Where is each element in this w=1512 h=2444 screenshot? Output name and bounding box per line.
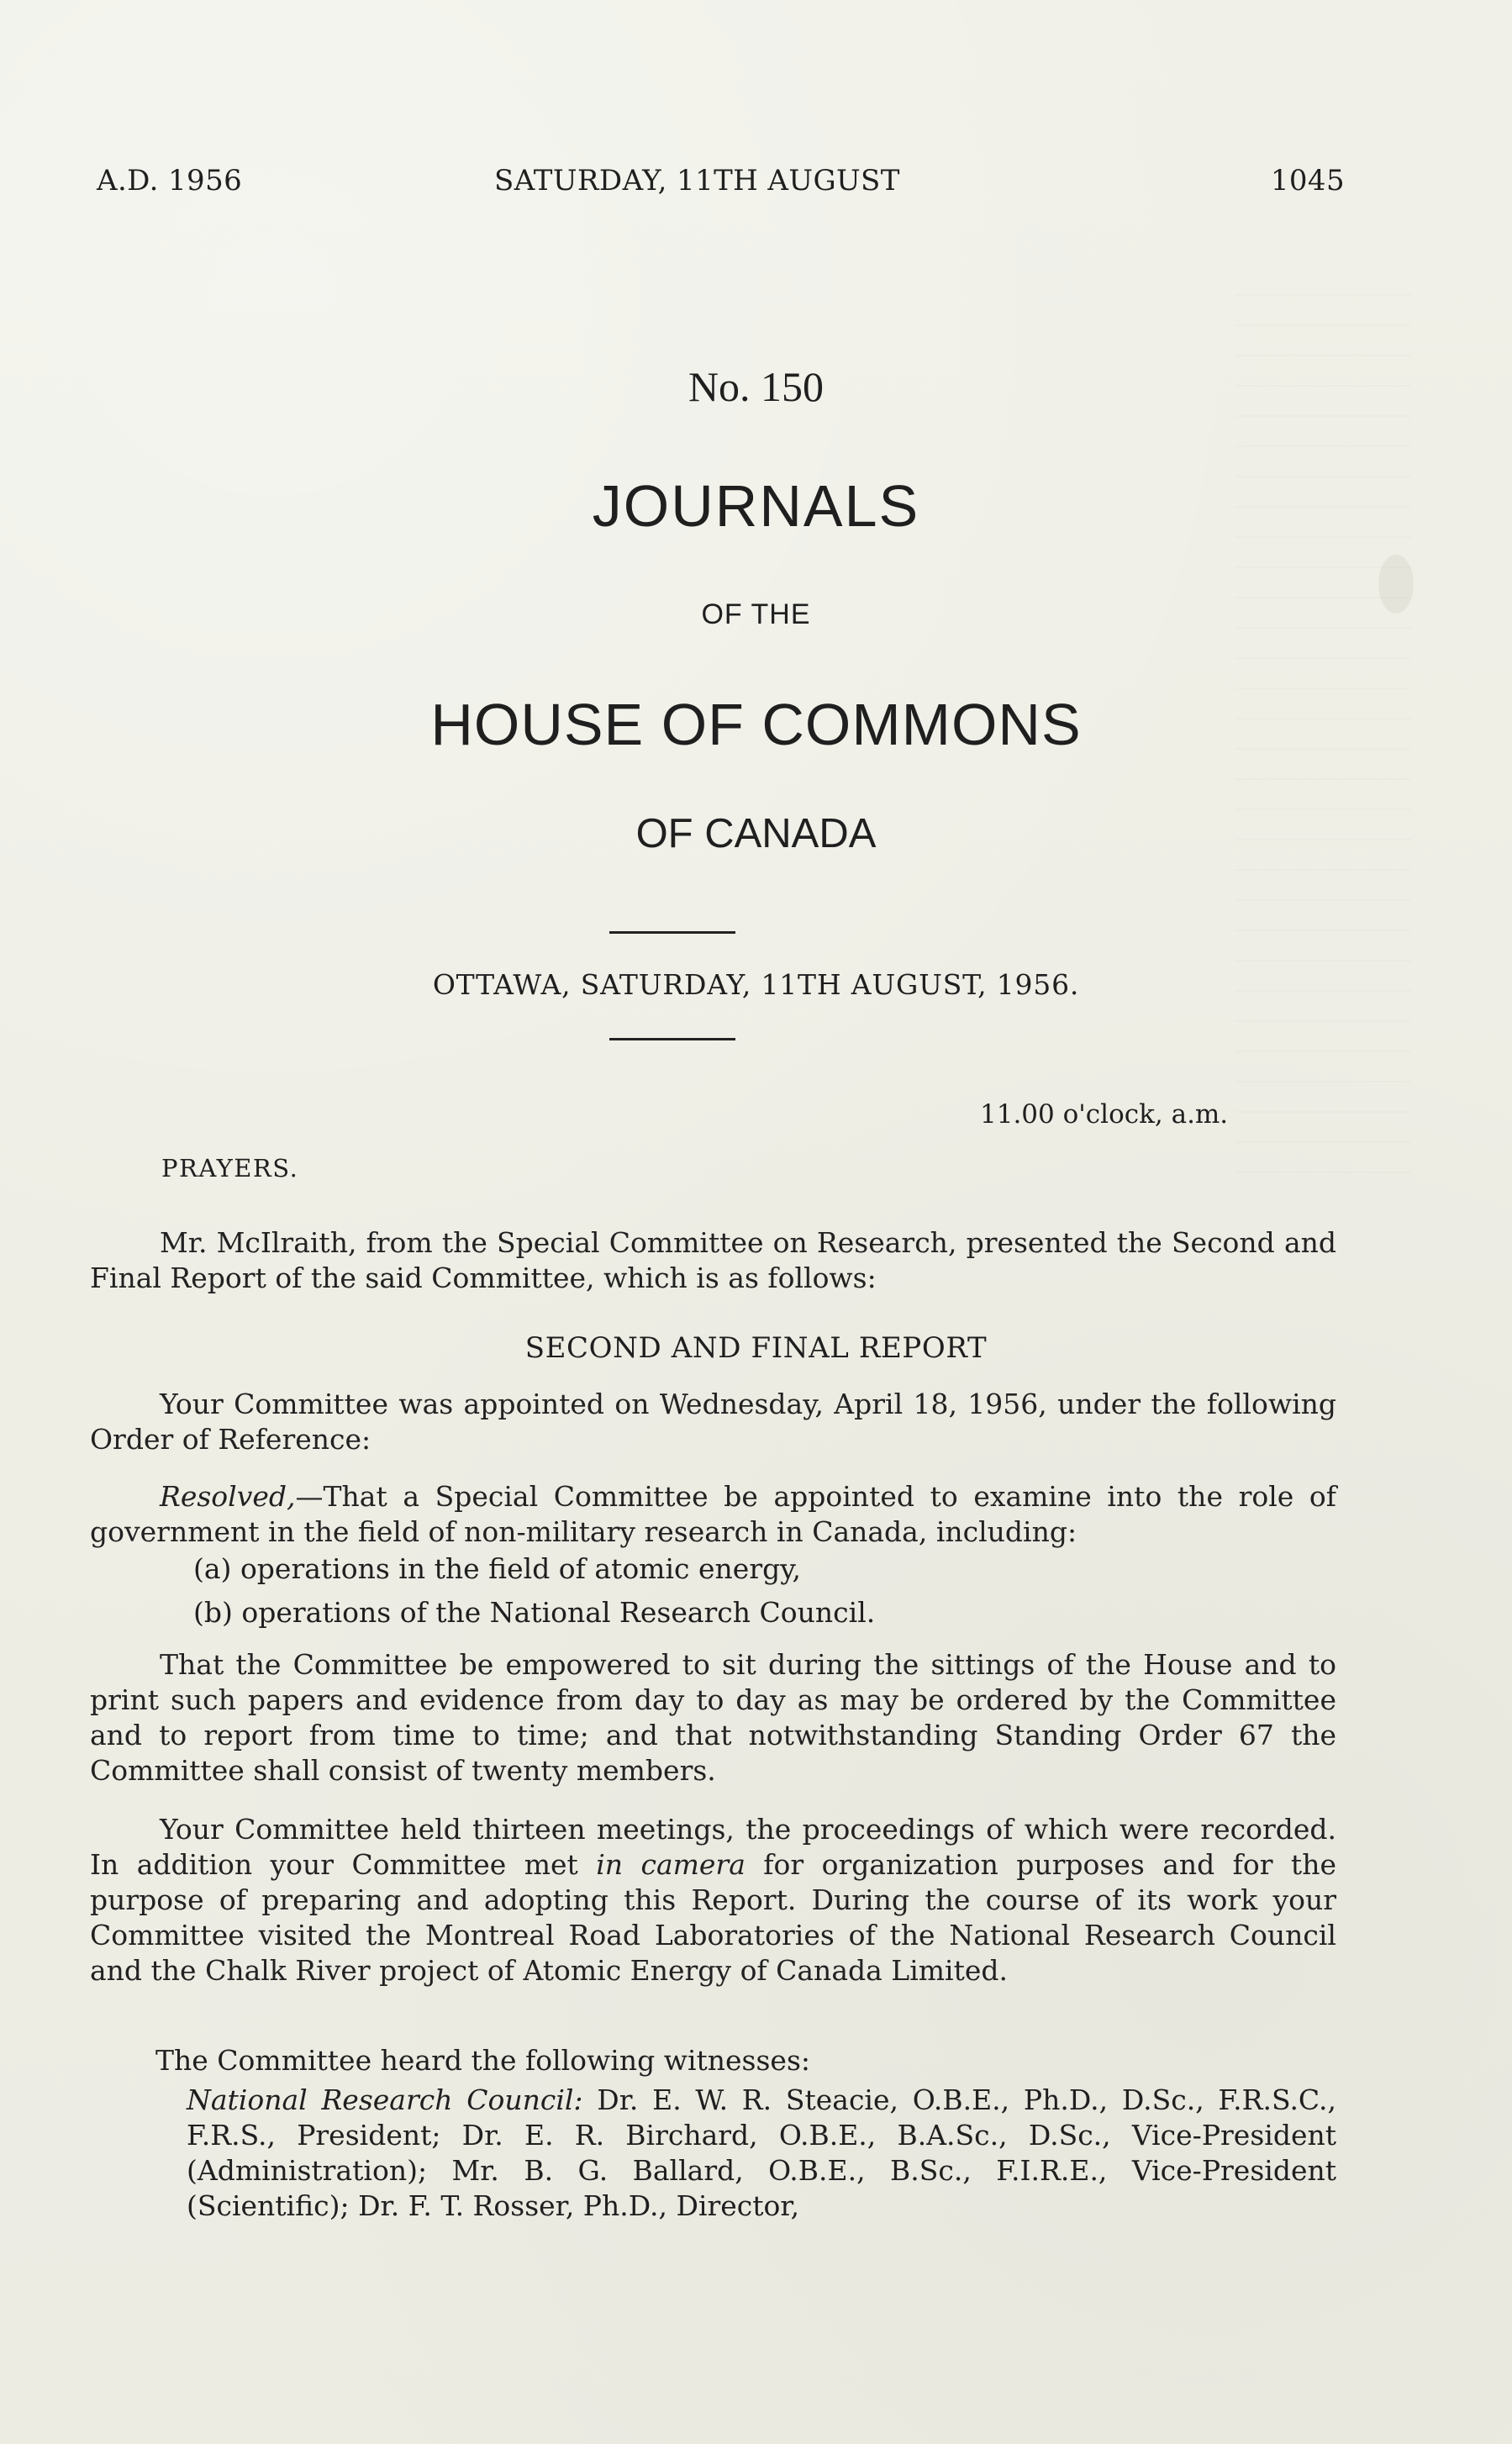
title-divider-bottom: [609, 1038, 735, 1040]
running-head: [97, 164, 1345, 201]
paragraph-resolved: [90, 1479, 1336, 1550]
running-head-date: A.D. 1956: [97, 164, 243, 198]
issue-number: No. 150: [688, 363, 824, 410]
sitting-time: 11.00 o'clock, a.m.: [980, 1099, 1229, 1130]
reference-item-a-text: operations in the field of atomic energy,: [240, 1552, 801, 1585]
witnesses-intro: The Committee heard the following witnesses:: [155, 2044, 811, 2077]
prayers-heading: PRAYERS.: [161, 1154, 299, 1182]
witness-list-text: Dr. E. W. R. Steacie, O.B.E., Ph.D., D.Sc., F.R.S.C., F.R.S., President; Dr. E. R. Birchard, O.B.E., B.A.Sc., D.Sc., Vice-President (Administration); Mr. B. G. Ballard, O.B.E., B.Sc., F.I.R.E., Vice-President (Scientific); Dr. F. T. Rosser, Ph.D., Director,: [187, 2083, 1336, 2222]
title-divider-top: [609, 931, 735, 934]
national-research-council-label: National Research Council:: [187, 2083, 583, 2116]
report-title: SECOND AND FINAL REPORT: [524, 1331, 988, 1365]
resolved-text: —That a Special Committee be appointed to examine into the role of government in the field of non-military research in Canada, including:: [90, 1480, 1336, 1548]
paragraph-report-presentation: Mr. McIlraith, from the Special Committee on Research, presented the Second and Final Report of the said Committee, which is as follows:: [90, 1226, 1336, 1294]
witnesses-paragraph: [187, 2083, 1336, 2224]
reference-item-b-label: (b): [193, 1596, 233, 1629]
house-of-commons-title: HOUSE OF COMMONS: [430, 692, 1082, 757]
journals-title: JOURNALS: [592, 473, 920, 539]
in-camera-text: in camera: [596, 1848, 745, 1881]
of-the-line: OF THE: [701, 598, 811, 630]
reference-item-a: [193, 1551, 801, 1587]
meetings-text-before: Your Committee held thirteen meetings, the proceedings of which were recorded. In addition your Committee met: [90, 1813, 1336, 1881]
reference-item-a-label: (a): [193, 1552, 232, 1585]
dateline: OTTAWA, SATURDAY, 11TH AUGUST, 1956.: [432, 968, 1080, 1001]
of-canada-line: OF CANADA: [635, 811, 877, 856]
reference-item-b: [193, 1595, 875, 1630]
running-head-title: SATURDAY, 11TH AUGUST: [494, 164, 900, 198]
reference-item-b-text: operations of the National Research Council.: [241, 1596, 876, 1629]
page-number: 1045: [1270, 164, 1345, 198]
paragraph-appointment: Your Committee was appointed on Wednesday, April 18, 1956, under the following Order of Reference:: [90, 1388, 1336, 1456]
paragraph-meetings: [90, 1812, 1336, 1988]
paragraph-committee-powers: That the Committee be empowered to sit during the sittings of the House and to print such papers and evidence from day to day as may be ordered by the Committee and to report from time to time; and that notwithstanding Standing Order 67 the Committee shall consist of twenty members.: [90, 1648, 1336, 1787]
resolved-label: Resolved,: [160, 1480, 296, 1513]
meetings-text-after: for organization purposes and for the purpose of preparing and adopting this Report. During the course of its work your Committee visited the Montreal Road Laboratories of the National Research Council and the Chalk River project of Atomic Energy of Canada Limited.: [90, 1848, 1336, 1987]
